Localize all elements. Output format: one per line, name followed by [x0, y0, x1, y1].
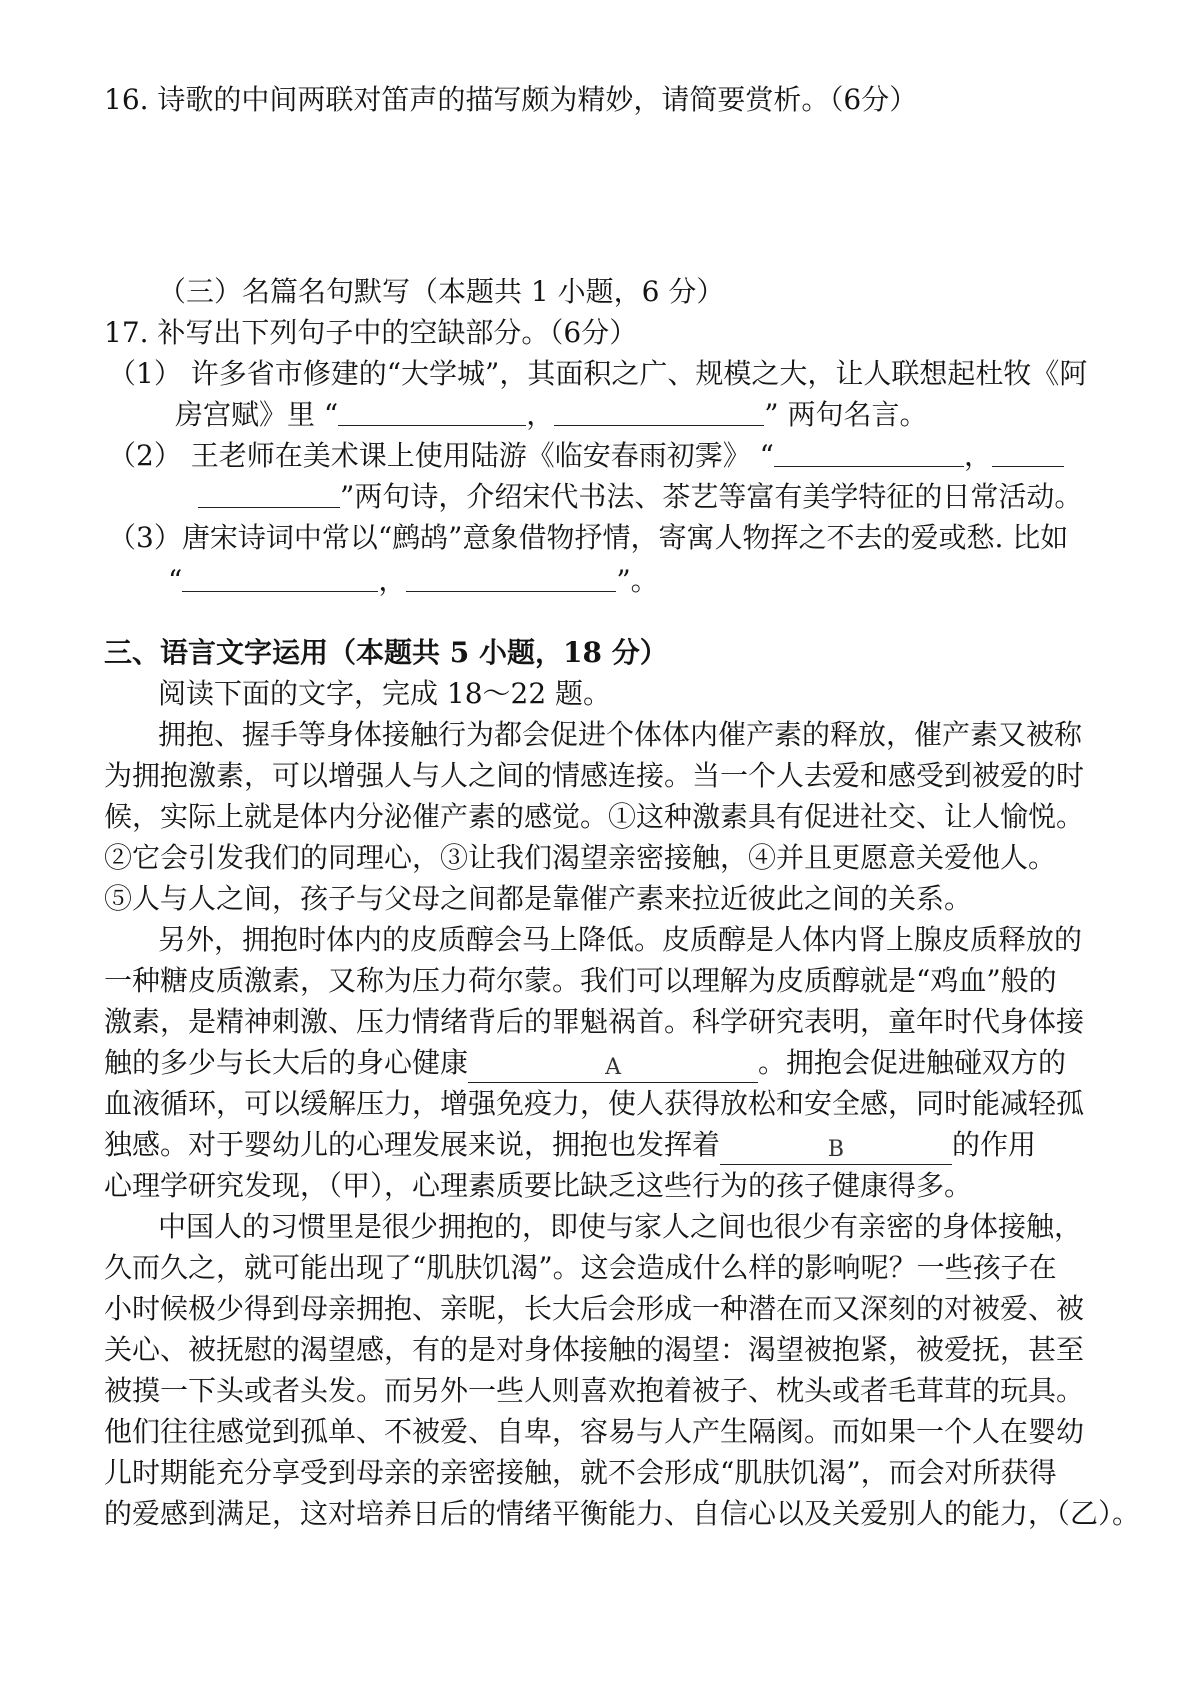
passage-line-blank-b	[104, 1125, 1036, 1165]
q17-item2-blank-2b[interactable]	[198, 479, 340, 508]
passage-line: 拥抱、握手等身体接触行为都会促进个体体内催产素的释放，催产素又被称	[158, 718, 1083, 751]
q17-item1-prefix: 房宫赋》里 “	[175, 398, 339, 431]
q17-item1-suffix: ” 两句名言。	[764, 398, 928, 431]
passage-line: 久而久之，就可能出现了“肌肤饥渴”。这会造成什么样的影响呢？一些孩子在	[104, 1251, 1057, 1284]
passage-line: 他们往往感觉到孤单、不被爱、自卑，容易与人产生隔阂。而如果一个人在婴幼	[104, 1415, 1085, 1448]
q17-item1-comma: ，	[526, 398, 555, 431]
passage-line: 的爱感到满足，这对培养日后的情绪平衡能力、自信心以及关爱别人的能力，（乙）。	[104, 1497, 1141, 1530]
passage-line: 为拥抱激素，可以增强人与人之间的情感连接。当一个人去爱和感受到被爱的时	[104, 759, 1085, 792]
q17-item2-line2	[198, 477, 1082, 517]
part3-heading: 三、语言文字运用（本题共 5 小题，18 分）	[104, 636, 668, 669]
q17-item3-blank-2[interactable]	[406, 563, 616, 592]
passage-line: 中国人的习惯里是很少拥抱的，即使与家人之间也很少有亲密的身体接触，	[158, 1210, 1083, 1243]
blank-b-label: B	[827, 1137, 845, 1162]
q17-item3-comma: ，	[378, 564, 407, 597]
passage-line: 儿时期能充分享受到母亲的亲密接触，就不会形成“肌肤饥渴”，而会对所获得	[104, 1456, 1057, 1489]
passage-line: 激素，是精神刺激、压力情绪背后的罪魁祸首。科学研究表明，童年时代身体接	[104, 1005, 1085, 1038]
question-17-stem: 17. 补写出下列句子中的空缺部分。（6分）	[104, 316, 638, 349]
passage-line: 另外，拥抱时体内的皮质醇会马上降低。皮质醇是人体内肾上腺皮质释放的	[158, 923, 1083, 956]
q17-item2-blank-2a[interactable]	[992, 438, 1064, 467]
q17-item3-blank-1[interactable]	[182, 563, 378, 592]
passage-text: 独感。对于婴幼儿的心理发展来说，拥抱也发挥着	[104, 1128, 721, 1161]
passage-line: ⑤人与人之间，孩子与父母之间都是靠催产素来拉近彼此之间的关系。	[104, 882, 973, 915]
passage-line: 关心、被抚慰的渴望感，有的是对身体接触的渴望：渴望被抱紧，被爱抚，甚至	[104, 1333, 1085, 1366]
q17-item3-suffix: ”。	[616, 564, 659, 597]
q17-item2-line1	[108, 436, 1064, 476]
q17-item3-line1: （3）唐宋诗词中常以“鹧鸪”意象借物抒情，寄寓人物挥之不去的爱或愁. 比如	[108, 521, 1069, 554]
q17-item2-suffix: ”两句诗，介绍宋代书法、茶艺等富有美学特征的日常活动。	[340, 480, 1083, 513]
passage-line-blank-a	[104, 1043, 1066, 1083]
q17-item3-line2	[168, 561, 659, 601]
q17-item2-prefix: （2） 王老师在美术课上使用陆游《临安春雨初霁》 “	[108, 439, 774, 472]
part3-instruction: 阅读下面的文字，完成 18～22 题。	[158, 677, 612, 710]
question-16: 16. 诗歌的中间两联对笛声的描写颇为精妙，请简要赏析。（6分）	[104, 83, 918, 116]
passage-line: 血液循环，可以缓解压力，增强免疫力，使人获得放松和安全感，同时能减轻孤	[104, 1087, 1085, 1120]
q17-item1-blank-2[interactable]	[554, 397, 764, 426]
q17-item1-line1: （1） 许多省市修建的“大学城”，其面积之广、规模之大，让人联想起杜牧《阿	[108, 357, 1088, 390]
passage-line: 心理学研究发现，（甲），心理素质要比缺乏这些行为的孩子健康得多。	[104, 1169, 973, 1202]
blank-a-label: A	[605, 1055, 621, 1080]
passage-line: 小时候极少得到母亲拥抱、亲昵，长大后会形成一种潜在而又深刻的对被爱、被	[104, 1292, 1085, 1325]
blank-b[interactable]	[720, 1136, 952, 1165]
q17-item2-blank-1[interactable]	[774, 438, 964, 467]
q17-item1-line2	[175, 395, 927, 435]
q17-item1-blank-1[interactable]	[338, 397, 526, 426]
passage-text: 触的多少与长大后的身心健康	[104, 1046, 469, 1079]
passage-line: 被摸一下头或者头发。而另外一些人则喜欢抱着被子、枕头或者毛茸茸的玩具。	[104, 1374, 1085, 1407]
passage-line: 一种糖皮质激素，又称为压力荷尔蒙。我们可以理解为皮质醇就是“鸡血”般的	[104, 964, 1057, 997]
passage-text: 的作用	[952, 1128, 1037, 1161]
blank-a[interactable]	[468, 1054, 758, 1083]
section-heading-memorization: （三）名篇名句默写（本题共 1 小题，6 分）	[158, 275, 725, 308]
passage-text: 。拥抱会促进触碰双方的	[758, 1046, 1067, 1079]
passage-line: ②它会引发我们的同理心，③让我们渴望亲密接触，④并且更愿意关爱他人。	[104, 841, 1057, 874]
passage-line: 候，实际上就是体内分泌催产素的感觉。①这种激素具有促进社交、让人愉悦。	[104, 800, 1085, 833]
q17-item2-comma: ，	[963, 439, 992, 472]
q17-item3-prefix: “	[168, 564, 183, 597]
